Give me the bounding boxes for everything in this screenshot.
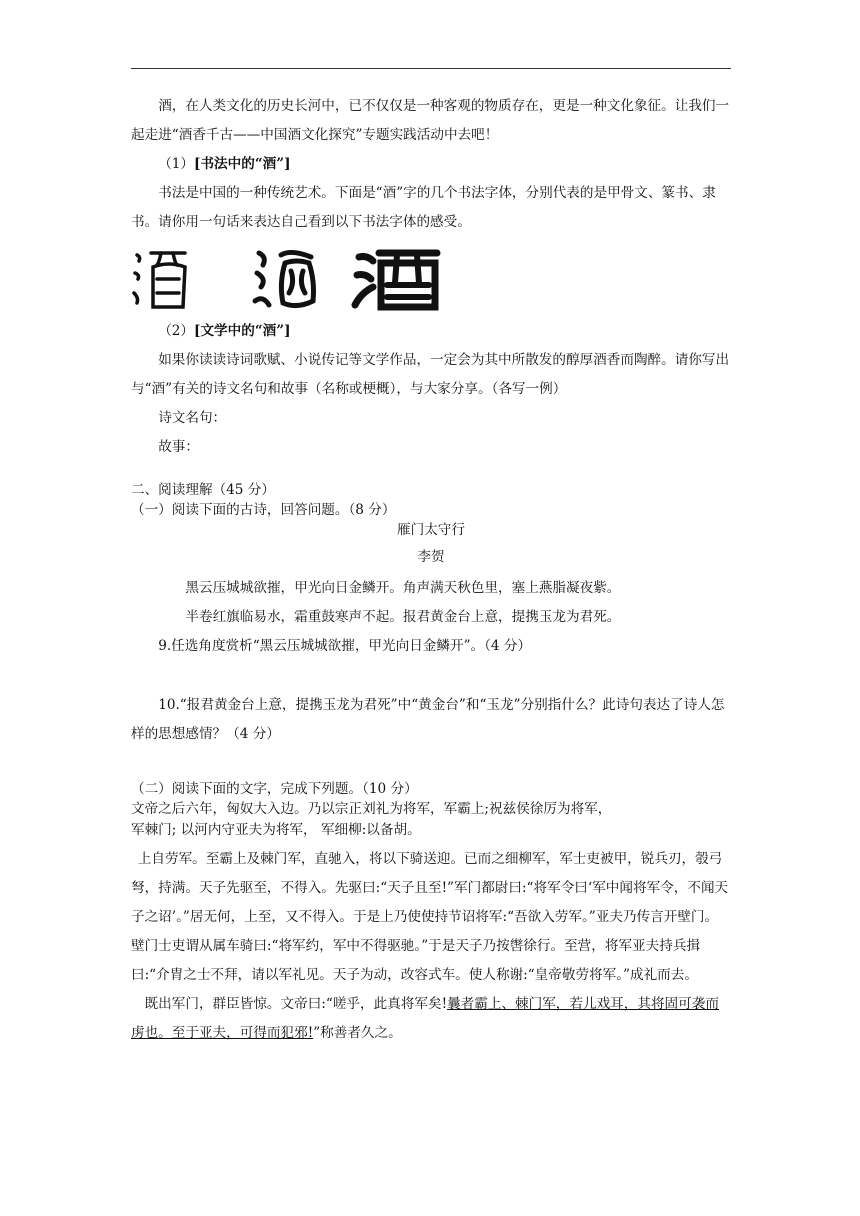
classical-text-line-2: 军棘门; 以河内守亚夫为将军， 军细柳:以备胡。: [131, 822, 421, 838]
calligraphy-clerical-image: [351, 243, 441, 313]
poem-line-2: 半卷红旗临易水，霜重鼓寒声不起。报君黄金台上意，提携玉龙为君死。: [185, 609, 621, 625]
section2-sub1: （一）阅读下面的古诗，回答问题。（8 分）: [131, 502, 396, 518]
section2-title: 二、阅读理解（45 分）: [131, 482, 275, 498]
poem-author: 李贺: [417, 549, 445, 565]
answer-space-9: [131, 661, 731, 691]
part1-description: 书法是中国的一种传统艺术。下面是“酒”字的几个书法字体，分别代表的是甲骨文、篆书、隶书。请你用一句话来表达自己看到以下书法字体的感受。: [131, 185, 716, 230]
calligraphy-oracle-image: [131, 243, 191, 313]
classical-text-line-1: 文帝之后六年，匈奴大入边。乃以宗正刘礼为将军，军霸上;祝兹侯徐厉为将军，: [131, 801, 612, 817]
part1-heading: （1）[书法中的“酒”]: [158, 156, 291, 172]
answer-space-10: [131, 749, 731, 771]
calligraphy-row: [131, 239, 731, 317]
section2-sub2: （二）阅读下面的文字，完成下列题。（10 分）: [131, 781, 418, 797]
poem-line-1: 黑云压城城欲摧，甲光向日金鳞开。角声满天秋色里，塞上燕脂凝夜紫。: [185, 580, 621, 596]
document-body: [131, 92, 731, 1048]
intro-paragraph: 酒，在人类文化的历史长河中，已不仅仅是一种客观的物质存在，更是一种文化象征。让我们一起走进“酒香千古——中国酒文化探究”专题实践活动中去吧！: [131, 98, 730, 143]
part2-description: 如果你读读诗词歌赋、小说传记等文学作品，一定会为其中所散发的醇厚酒香而陶醉。请你写出与“酒”有关的诗文名句和故事（名称或梗概），与大家分享。（各写一例）: [131, 352, 730, 397]
question-9: 9.任选角度赏析“黑云压城城欲摧，甲光向日金鳞开”。（4 分）: [158, 638, 532, 654]
poem-title: 雁门太守行: [397, 522, 465, 538]
calligraphy-seal-image: [251, 243, 321, 313]
poem-answer-label: 诗文名句：: [158, 410, 227, 426]
underlined-sentence: 曩者霸上、棘门军，若儿戏耳，其将固可袭而虏也。至于亚夫，可得而犯邪!: [131, 996, 719, 1041]
header-rule: [131, 68, 731, 69]
classical-text-paragraph-3: 既出军门，群臣皆惊。文帝曰:“嗟乎，此真将军矣!曩者霸上、棘门军，若儿戏耳，其将固可袭而虏也。至于亚夫，可得而犯邪!”称善者久之。: [131, 996, 719, 1041]
classical-text-paragraph-2: 上自劳军。至霸上及棘门军，直驰入，将以下骑送迎。已而之细柳军，军士吏被甲，锐兵刃，彀弓弩，持满。天子先驱至，不得入。先驱曰:“天子且至!”军门都尉曰:“将军令曰‘军中闻将军令，不闻天子之诏’。”居无何，上至，又不得入。于是上乃使使持节诏将军:“吾欲入劳军。”亚夫乃传言开壁门。壁门士吏谓从属车骑曰:“将军约，军中不得驱驰。”于是天子乃按辔徐行。至营，将军亚夫持兵揖曰:“介胄之士不拜，请以军礼见。天子为动，改容式车。使人称谢:“皇帝敬劳将军。”成礼而去。: [131, 851, 729, 983]
part2-heading: （2）[文学中的“酒”]: [158, 323, 291, 339]
story-answer-label: 故事：: [158, 439, 199, 455]
question-10: 10.“报君黄金台上意，提携玉龙为君死”中“黄金台”和“玉龙”分别指什么？此诗句表达了诗人怎样的思想感情？（4 分）: [131, 697, 725, 742]
